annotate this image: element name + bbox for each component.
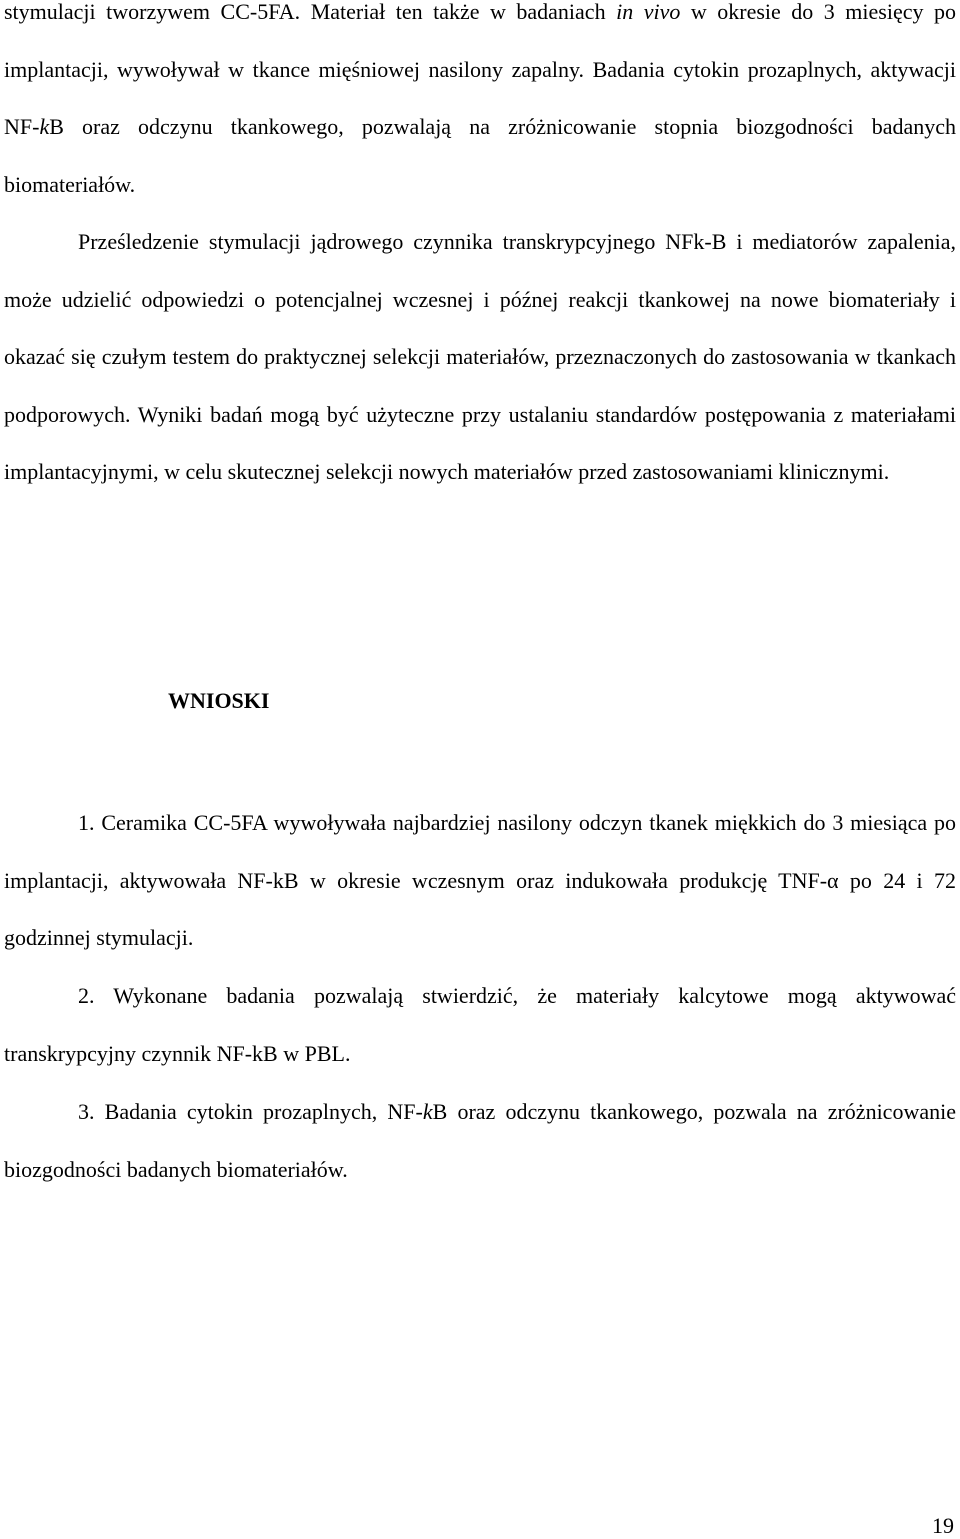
- conclusion-item-3-emphasis: k: [422, 1099, 433, 1124]
- paragraph-intro-text-3: B oraz odczynu tkankowego, pozwalają na zróżnicowanie stopnia biozgodności badanych biomateriałów.: [4, 114, 956, 197]
- paragraph-intro-emphasis-1: in vivo: [616, 0, 681, 24]
- paragraph-intro-text-1: stymulacji tworzywem CC-5FA. Materiał ten także w badaniach: [4, 0, 617, 24]
- page-number: 19: [932, 1513, 954, 1538]
- conclusion-item-2: 2. Wykonane badania pozwalają stwierdzić, że materiały kalcytowe mogą aktywować transkrypcyjny czynnik NF-kB w PBL.: [4, 983, 956, 1066]
- paragraph-intro-emphasis-2: k: [39, 114, 50, 139]
- conclusion-item-3-text-2: B oraz odczynu tkankowego, pozwala na zróżnicowanie biozgodności badanych biomateriałów.: [4, 1099, 956, 1182]
- conclusion-item-3: [4, 1083, 956, 1198]
- conclusion-item-1: 1. Ceramika CC-5FA wywoływała najbardziej nasilony odczyn tkanek miękkich do 3 miesiąca po implantacji, aktywowała NF-kB w okresie wczesnym oraz indukowała produkcję TNF-α po 24 i 72 godzinnej stymulacji.: [4, 810, 956, 950]
- paragraph-intro: [4, 0, 956, 213]
- paragraph-body: Prześledzenie stymulacji jądrowego czynnika transkrypcyjnego NFk-B i mediatorów zapalenia, może udzielić odpowiedzi o potencjalnej wczesnej i późnej reakcji tkankowej na nowe biomateriały i okazać się czułym testem do praktycznej selekcji materiałów, przeznaczonych do zastosowania w tkankach podporowych. Wyniki badań mogą być użyteczne przy ustalaniu standardów postępowania z materiałami implantacyjnymi, w celu skutecznej selekcji nowych materiałów przed zastosowaniami klinicznymi.: [4, 229, 956, 484]
- section-heading: WNIOSKI: [168, 688, 270, 713]
- paragraph-intro-text-2: w okresie do 3 miesięcy po implantacji, wywoływał w tkance mięśniowej nasilony zapalny. Badania cytokin prozaplnych, aktywacji NF-: [4, 0, 956, 139]
- conclusion-item-3-text-1: 3. Badania cytokin prozaplnych, NF-: [78, 1099, 423, 1124]
